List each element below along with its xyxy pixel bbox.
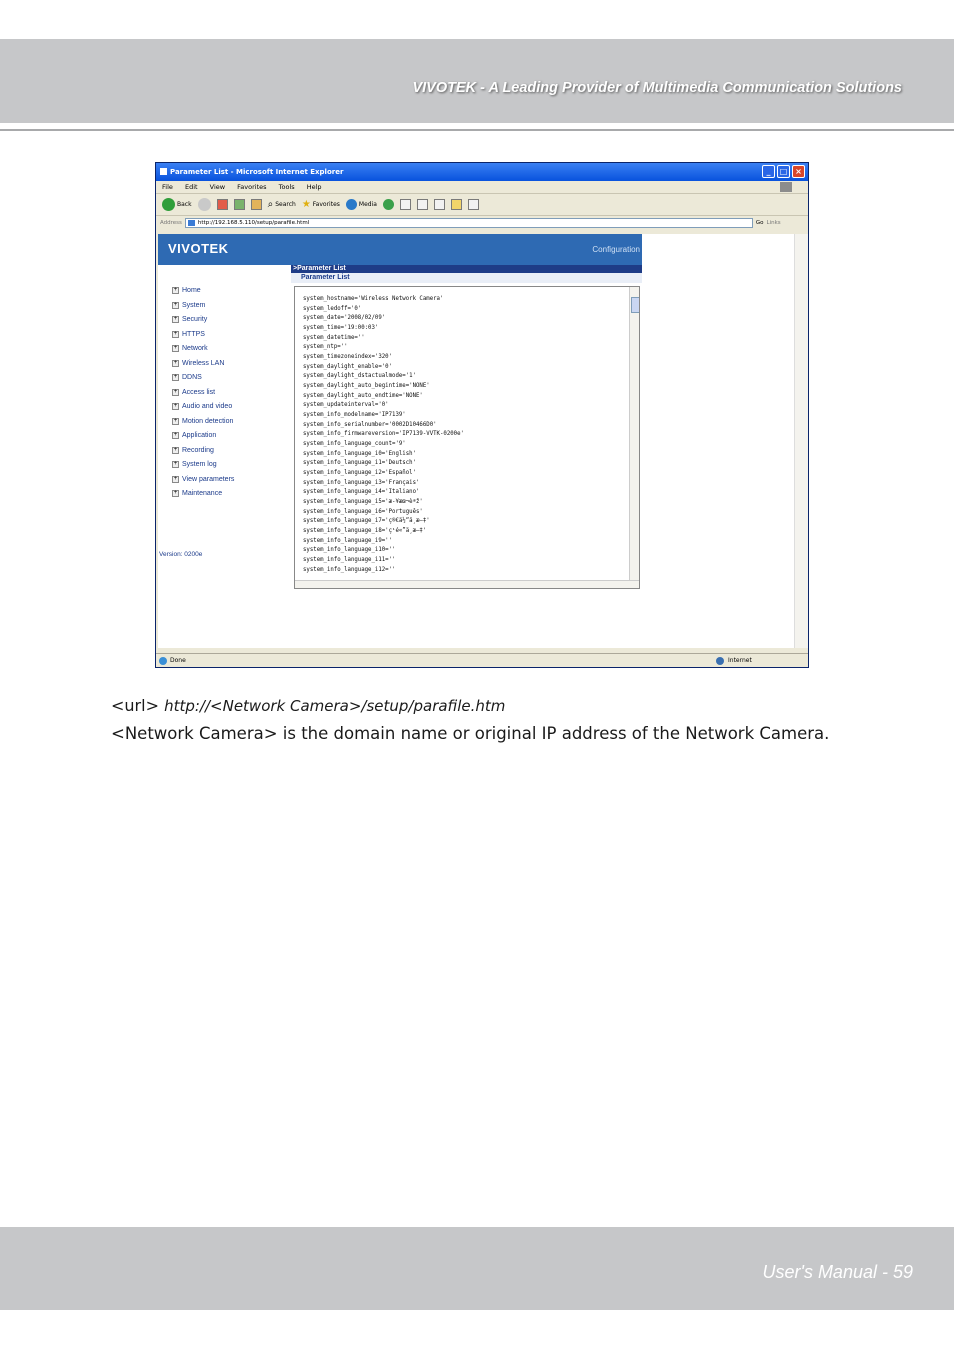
parameter-textarea[interactable] (294, 286, 640, 589)
nav-item-recording[interactable]: + Recording (173, 447, 214, 454)
parameter-line: system_info_language_i10='' (303, 547, 396, 554)
address-label: Address (160, 220, 182, 226)
nav-item-security[interactable]: + Security (173, 316, 208, 323)
browser-status-bar (156, 653, 808, 667)
favorites-button[interactable]: ★ Favorites (301, 199, 340, 210)
expand-plus-icon: + (173, 360, 178, 366)
expand-plus-icon: + (173, 287, 178, 293)
browser-menu-bar (156, 181, 808, 194)
header-tagline: VIVOTEK - A Leading Provider of Multimedia Communication Solutions (412, 80, 902, 96)
config-sidebar (158, 265, 291, 648)
menu-file[interactable]: File (162, 183, 173, 191)
parameter-line: system_daylight_auto_endtime='NONE' (303, 392, 423, 399)
parameter-line: system_info_language_i12='' (303, 566, 396, 573)
windows-logo-icon (780, 182, 792, 192)
print-icon[interactable] (417, 199, 428, 210)
menu-help[interactable]: Help (306, 183, 322, 191)
star-icon: ★ (301, 199, 311, 210)
nav-item-system-log[interactable]: + System log (173, 461, 217, 468)
webpage-content (158, 234, 794, 648)
mail-icon[interactable] (400, 199, 411, 210)
ie-page-icon (160, 168, 167, 175)
expand-plus-icon: + (173, 418, 178, 424)
menu-favorites[interactable]: Favorites (237, 183, 267, 191)
menu-view[interactable]: View (209, 183, 226, 191)
history-icon[interactable] (383, 199, 394, 210)
parameter-line: system_daylight_dstactualmode='1' (303, 373, 416, 380)
search-button[interactable]: ⌕ Search (267, 199, 296, 210)
close-icon[interactable]: × (792, 165, 805, 178)
parameter-line: system_info_firmwareversion='IP7139-VVTK-0200e' (303, 431, 464, 438)
page-header (0, 39, 954, 123)
parameter-line: system_hostname='Wireless Network Camera' (303, 296, 444, 302)
parameter-line: system_info_language_i0='English' (303, 450, 416, 457)
header-rule (0, 129, 954, 131)
parameter-line: system_info_language_i5='æ-¥æœ¬èªž' (303, 499, 423, 506)
browser-title-bar (156, 163, 808, 181)
parameter-line: system_info_language_i8='ç¹é«”ä¸æ–‡' (303, 528, 427, 535)
section-bar: >Parameter List (291, 265, 642, 273)
expand-plus-icon: + (173, 345, 178, 351)
nav-item-network[interactable]: + Network (173, 345, 208, 352)
nav-item-application[interactable]: + Application (173, 432, 217, 439)
edit-icon[interactable] (434, 199, 445, 210)
minimize-icon[interactable]: _ (762, 165, 775, 178)
expand-plus-icon: + (173, 316, 178, 322)
section-title: Parameter List (291, 273, 642, 283)
page-number: User's Manual - 59 (762, 1262, 913, 1282)
firmware-version: Version: 0200e (159, 551, 203, 558)
expand-plus-icon: + (173, 476, 178, 482)
parameter-line: system_updateinterval='0' (303, 402, 389, 409)
expand-plus-icon: + (173, 374, 178, 380)
maximize-icon[interactable]: □ (777, 165, 790, 178)
parameter-line: system_info_language_i9='' (303, 537, 393, 544)
nav-item-ddns[interactable]: + DDNS (173, 374, 202, 381)
parameter-line: system_timezoneindex='320' (303, 354, 393, 361)
expand-plus-icon: + (173, 389, 178, 395)
media-icon (346, 199, 357, 210)
nav-item-maintenance[interactable]: + Maintenance (173, 490, 223, 497)
folder-icon[interactable] (451, 199, 462, 210)
expand-plus-icon: + (173, 331, 178, 337)
internet-zone-icon (716, 657, 724, 665)
address-bar (156, 216, 808, 230)
expand-plus-icon: + (173, 302, 178, 308)
search-icon: ⌕ (267, 199, 274, 210)
expand-plus-icon: + (173, 490, 178, 496)
browser-toolbar (156, 194, 808, 216)
expand-plus-icon: + (173, 403, 178, 409)
status-done: Done (170, 657, 186, 664)
description-text: <Network Camera> is the domain name or original IP address of the Network Camera. (111, 724, 830, 743)
parameter-line: system_ledoff='0' (303, 305, 362, 312)
nav-item-access-list[interactable]: + Access list (173, 389, 216, 396)
go-button[interactable]: Go (755, 220, 764, 226)
messenger-icon[interactable] (468, 199, 479, 210)
parameter-line: system_info_language_i6='Português' (303, 508, 423, 515)
parameter-line: system_info_language_i7='ç®€ä½“ä¸æ–‡' (303, 518, 430, 525)
back-arrow-icon (162, 198, 175, 211)
address-input[interactable]: http://192.168.5.110/setup/parafile.html (185, 218, 753, 228)
menu-edit[interactable]: Edit (184, 183, 198, 191)
parameter-line: system_info_language_i2='Español' (303, 470, 416, 477)
expand-plus-icon: + (173, 447, 178, 453)
stop-icon[interactable] (217, 199, 228, 210)
browser-window-screenshot (155, 162, 809, 668)
nav-item-audio-video[interactable]: + Audio and video (173, 403, 233, 410)
nav-item-motion-detection[interactable]: + Motion detection (173, 418, 234, 425)
parameter-line: system_info_serialnumber='0002D10466D0' (303, 421, 437, 428)
vivotek-logo: VIVOTEK (168, 241, 229, 256)
nav-item-system[interactable]: + System (173, 302, 206, 309)
parameter-line: system_info_language_count='9' (303, 441, 406, 448)
url-value: http://<Network Camera>/setup/parafile.htm (164, 697, 506, 715)
parameter-line: system_info_language_i4='Italiano' (303, 489, 420, 496)
parameter-list (303, 295, 464, 575)
page-done-icon (159, 657, 167, 665)
refresh-icon[interactable] (234, 199, 245, 210)
parameter-line: system_ntp='' (303, 344, 348, 351)
links-button[interactable]: Links (766, 220, 781, 226)
browser-title: Parameter List - Microsoft Internet Explorer (170, 168, 344, 176)
configuration-label: Configuration (592, 245, 640, 254)
menu-tools[interactable]: Tools (278, 183, 295, 191)
parameter-line: system_daylight_auto_begintime='NONE' (303, 383, 430, 390)
page-footer (0, 1227, 954, 1310)
nav-item-home[interactable]: + Home (173, 287, 201, 294)
parameter-line: system_datetime='' (303, 334, 365, 341)
home-icon[interactable] (251, 199, 262, 210)
status-internet: Internet (728, 657, 752, 664)
parameter-line: system_info_language_i11='' (303, 557, 396, 564)
url-prefix: <url> (111, 696, 159, 715)
url-line (111, 696, 505, 715)
parameter-line: system_info_language_i1='Deutsch' (303, 460, 416, 467)
nav-item-wireless-lan[interactable]: + Wireless LAN (173, 360, 225, 367)
parameter-line: system_daylight_enable='0' (303, 363, 393, 370)
vivotek-banner (158, 234, 642, 265)
textarea-vertical-scrollbar[interactable] (629, 287, 639, 588)
browser-vertical-scrollbar[interactable] (794, 234, 808, 648)
parameter-line: system_time='19:00:03' (303, 325, 379, 332)
nav-item-view-parameters[interactable]: + View parameters (173, 476, 235, 483)
back-button[interactable]: Back (162, 198, 192, 211)
parameter-line: system_info_language_i3='Français' (303, 479, 420, 486)
parameter-line: system_date='2008/02/09' (303, 315, 386, 322)
expand-plus-icon: + (173, 432, 178, 438)
parameter-line: system_info_modelname='IP7139' (303, 412, 406, 419)
textarea-horizontal-scrollbar[interactable] (295, 580, 639, 588)
forward-arrow-icon[interactable] (198, 198, 211, 211)
nav-item-https[interactable]: + HTTPS (173, 331, 205, 338)
media-button[interactable]: Media (346, 199, 377, 210)
expand-plus-icon: + (173, 461, 178, 467)
